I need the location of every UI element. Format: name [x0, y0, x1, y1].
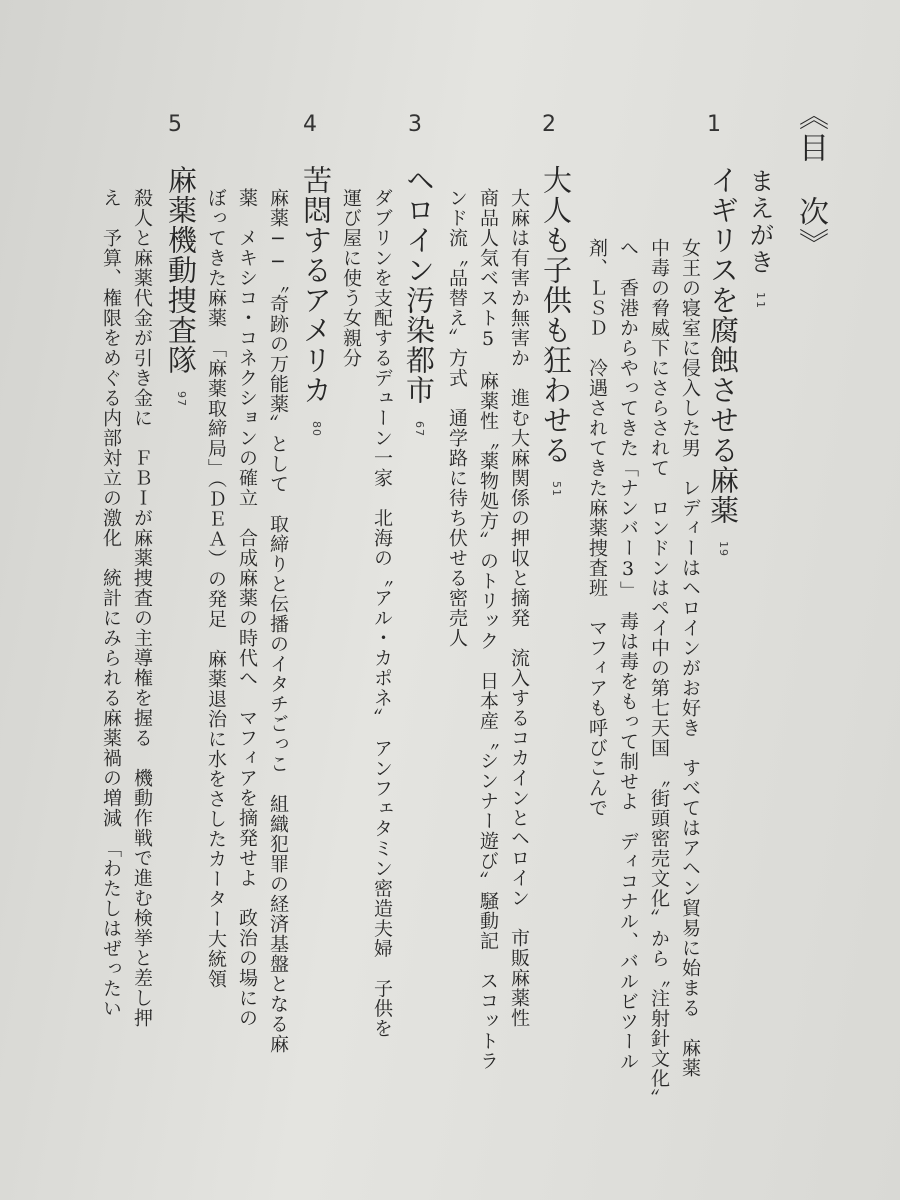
preface-title: まえがき: [746, 168, 775, 276]
chapter-title-entry: [296, 165, 337, 437]
chapter-summary-line: 殺人と麻薬代金が引き金に ＦＢＩが麻薬捜査の主導権を握る 機動作戦で進む検挙と差し押: [131, 188, 153, 1028]
chapter-number: 1: [707, 112, 721, 137]
chapter-summary-line: 大麻は有害か無害か 進む大麻関係の押収と摘発 流入するコカインとヘロイン 市販麻薬性: [508, 188, 530, 1028]
chapter-page: 51: [550, 481, 563, 497]
chapter-summary-line: ンド流〝品替え〟方式 通学路に待ち伏せる密売人: [446, 188, 468, 648]
chapter-title: イギリスを腐蝕させる麻薬: [706, 165, 740, 525]
chapter-title-entry: [703, 165, 744, 557]
preface-entry: [742, 168, 778, 310]
chapter-title: ヘロイン汚染都市: [402, 165, 436, 405]
chapter-number: 5: [168, 112, 182, 137]
chapter-page: 97: [175, 391, 188, 407]
chapter-summary-line: 中毒の脅威下にさらされて ロンドンはペイ中の第七天国 〝街頭密売文化〟から〝注射針文化〟: [648, 238, 670, 1109]
chapter-title-entry: [161, 165, 202, 407]
chapter-title: 大人も子供も狂わせる: [539, 165, 573, 465]
preface-page: 11: [754, 292, 767, 310]
chapter-page: 67: [413, 421, 426, 437]
chapter-summary-line: 運び屋に使う女親分: [340, 188, 362, 368]
chapter-title-entry: [536, 165, 577, 497]
chapter-summary-line: 剤、ＬＳＤ 冷遇されてきた麻薬捜査班 マフィアも呼びこんで: [586, 238, 608, 818]
chapter-summary-line: え 予算、権限をめぐる内部対立の激化 統計にみられる麻薬禍の増減 「わたしはぜったい: [100, 188, 122, 1019]
chapter-page: 80: [310, 421, 323, 437]
chapter-summary-line: 薬 メキシコ・コネクションの確立 合成麻薬の時代へ マフィアを摘発せよ 政治の場にの: [236, 188, 258, 1028]
chapter-summary-line: ダブリンを支配するデューン一家 北海の〝アル・カポネ〟 アンフェタミン密造夫婦 子供を: [371, 188, 393, 1039]
chapter-number: 4: [303, 112, 317, 137]
chapter-summary-line: へ 香港からやってきた「ナンバー3」 毒は毒をもって制せよ ディコナル、バルビツール: [617, 238, 639, 1072]
chapter-number: 3: [408, 112, 422, 137]
chapter-summary-line: 女王の寝室に侵入した男 レディーはヘロインがお好き すべてはアヘン貿易に始まる 麻薬: [679, 238, 701, 1078]
chapter-title: 苦悶するアメリカ: [299, 165, 333, 405]
chapter-title-entry: [399, 165, 440, 437]
chapter-title: 麻薬機動捜査隊: [164, 165, 198, 375]
chapter-page: 19: [717, 541, 730, 557]
chapter-summary-line: 商品人気ベスト5 麻薬性〝薬物処方〟のトリック 日本産〝シンナー遊び〟騒動記 スコットラ: [477, 188, 499, 1071]
chapter-number: 2: [542, 112, 556, 137]
chapter-summary-line: 麻薬──〝奇跡の万能薬〟として 取締りと伝播のイタチごっこ 組織犯罪の経済基盤となる麻: [267, 188, 289, 1054]
chapter-summary-line: ぼってきた麻薬 「麻薬取締局」（ＤＥＡ）の発足 麻薬退治に水をさしたカーター大統領: [205, 188, 227, 989]
toc-heading: 《目 次》: [793, 100, 828, 260]
